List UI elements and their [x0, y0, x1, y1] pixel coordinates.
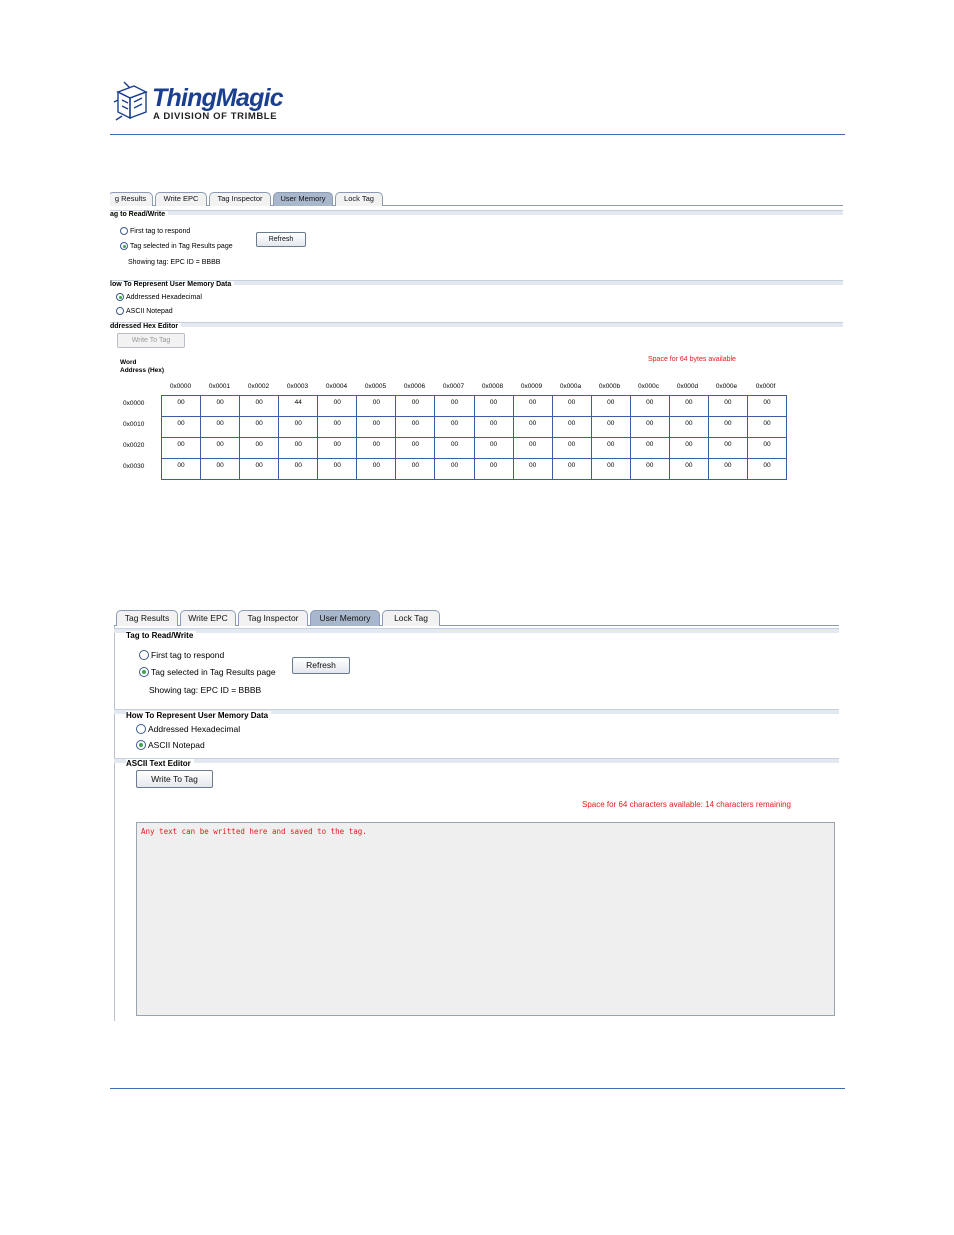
column-header: 0x000e — [715, 383, 738, 390]
hex-cell[interactable]: 00 — [708, 438, 747, 459]
column-header: 0x0004 — [325, 383, 348, 390]
radio-first-tag[interactable] — [120, 227, 190, 235]
tab-write-epc[interactable]: Write EPC — [155, 192, 207, 206]
hex-cell[interactable]: 00 — [318, 396, 357, 417]
hex-cell[interactable]: 00 — [552, 396, 591, 417]
column-header: 0x0003 — [286, 383, 309, 390]
table-row — [162, 417, 787, 438]
radio-ascii-label: ASCII Notepad — [148, 740, 205, 750]
hex-cell[interactable]: 00 — [435, 417, 474, 438]
column-header: 0x000b — [598, 383, 621, 390]
radio-selected-tag[interactable] — [139, 667, 276, 677]
hex-cell[interactable]: 00 — [162, 459, 201, 480]
hex-cell[interactable]: 00 — [396, 396, 435, 417]
column-header: 0x0007 — [442, 383, 465, 390]
user-memory-ascii-screenshot — [114, 606, 839, 1021]
hex-cell[interactable]: 00 — [669, 459, 708, 480]
hex-cell[interactable]: 00 — [513, 438, 552, 459]
table-row — [162, 438, 787, 459]
hex-cell[interactable]: 00 — [591, 438, 630, 459]
user-memory-hex-screenshot — [110, 188, 843, 483]
hex-cell[interactable]: 00 — [396, 417, 435, 438]
tab-tag-results[interactable]: g Results — [110, 192, 153, 206]
tab-bar — [114, 606, 839, 626]
radio-first-tag[interactable] — [139, 650, 224, 660]
radio-off-icon — [139, 650, 149, 660]
cube-logo-icon — [110, 78, 152, 128]
hex-cell[interactable]: 00 — [474, 438, 513, 459]
hex-cell[interactable]: 44 — [279, 396, 318, 417]
row-address-label: 0x0000 — [123, 400, 145, 407]
hex-cell[interactable]: 00 — [747, 417, 786, 438]
group-divider — [110, 210, 843, 215]
write-to-tag-button[interactable]: Write To Tag — [136, 770, 213, 788]
hex-cell[interactable]: 00 — [513, 417, 552, 438]
refresh-button[interactable]: Refresh — [292, 657, 350, 674]
radio-first-tag-label: First tag to respond — [130, 227, 191, 235]
hex-cell[interactable]: 00 — [162, 438, 201, 459]
address-hex-label: Address (Hex) — [120, 367, 165, 374]
tag-group-title: ag to Read/Write — [110, 211, 168, 218]
radio-ascii[interactable] — [136, 740, 205, 750]
group-divider — [110, 322, 843, 327]
editor-group-title: ddressed Hex Editor — [110, 323, 181, 330]
hex-cell[interactable]: 00 — [708, 459, 747, 480]
hex-cell[interactable]: 00 — [630, 438, 669, 459]
radio-first-tag-label: First tag to respond — [151, 650, 225, 660]
showing-tag-text: Showing tag: EPC ID = BBBB — [128, 259, 221, 266]
hex-cell[interactable]: 00 — [552, 438, 591, 459]
editor-group-title: ASCII Text Editor — [126, 759, 194, 768]
refresh-button[interactable]: Refresh — [256, 232, 306, 247]
hex-cell[interactable]: 00 — [474, 459, 513, 480]
radio-selected-tag-label: Tag selected in Tag Results page — [151, 667, 276, 677]
hex-cell[interactable]: 00 — [240, 438, 279, 459]
hex-cell[interactable]: 00 — [552, 459, 591, 480]
logo-title: ThingMagic — [152, 84, 283, 112]
radio-selected-tag[interactable] — [120, 242, 233, 250]
hex-grid — [161, 395, 787, 480]
radio-on-icon — [120, 242, 128, 250]
hex-cell[interactable]: 00 — [513, 459, 552, 480]
ascii-text-area[interactable]: Any text can be writted here and saved to the tag. — [136, 822, 835, 1016]
hex-cell[interactable]: 00 — [513, 396, 552, 417]
hex-cell[interactable]: 00 — [357, 417, 396, 438]
radio-ascii[interactable] — [116, 307, 173, 315]
tab-tag-inspector[interactable]: Tag Inspector — [238, 610, 308, 626]
repr-group-title: low To Represent User Memory Data — [110, 281, 234, 288]
tab-tag-inspector[interactable]: Tag Inspector — [209, 192, 271, 206]
word-label: Word — [120, 359, 137, 366]
column-header: 0x000c — [638, 383, 659, 390]
hex-cell[interactable]: 00 — [474, 417, 513, 438]
space-available-text: Space for 64 bytes available — [648, 356, 736, 363]
hex-cell[interactable]: 00 — [201, 459, 240, 480]
hex-cell[interactable]: 00 — [552, 417, 591, 438]
group-divider — [114, 628, 839, 633]
group-divider — [114, 758, 839, 763]
hex-cell[interactable]: 00 — [279, 459, 318, 480]
hex-cell[interactable]: 00 — [630, 396, 669, 417]
hex-cell[interactable]: 00 — [669, 438, 708, 459]
hex-cell[interactable]: 00 — [357, 396, 396, 417]
hex-cell[interactable]: 00 — [318, 438, 357, 459]
column-header: 0x000d — [676, 383, 699, 390]
radio-hex-label: Addressed Hexadecimal — [126, 293, 202, 301]
column-header: 0x0009 — [520, 383, 543, 390]
hex-cell[interactable]: 00 — [747, 396, 786, 417]
header-rule — [110, 134, 845, 135]
radio-selected-tag-label: Tag selected in Tag Results page — [130, 242, 233, 250]
tab-lock-tag[interactable]: Lock Tag — [335, 192, 383, 206]
tag-group-title: Tag to Read/Write — [126, 631, 196, 640]
hex-cell[interactable]: 00 — [162, 396, 201, 417]
radio-hex[interactable] — [136, 724, 240, 734]
showing-tag-text: Showing tag: EPC ID = BBBB — [149, 685, 262, 695]
hex-cell[interactable]: 00 — [435, 459, 474, 480]
tab-write-epc[interactable]: Write EPC — [180, 610, 236, 626]
radio-on-icon — [116, 293, 124, 301]
hex-cell[interactable]: 00 — [279, 438, 318, 459]
hex-cell[interactable]: 00 — [747, 438, 786, 459]
hex-cell[interactable]: 00 — [396, 459, 435, 480]
column-header: 0x0001 — [208, 383, 231, 390]
radio-on-icon — [139, 667, 149, 677]
hex-cell[interactable]: 00 — [591, 459, 630, 480]
thingmagic-logo — [110, 78, 310, 130]
write-to-tag-button[interactable]: Write To Tag — [117, 333, 185, 348]
row-address-label: 0x0010 — [123, 421, 145, 428]
hex-cell[interactable]: 00 — [708, 417, 747, 438]
tab-bar — [110, 188, 843, 206]
hex-cell[interactable]: 00 — [357, 459, 396, 480]
hex-cell[interactable]: 00 — [435, 438, 474, 459]
footer-rule — [110, 1088, 845, 1089]
logo-subtitle: A DIVISION OF TRIMBLE — [153, 111, 278, 122]
table-row — [162, 459, 787, 480]
column-header: 0x0002 — [247, 383, 270, 390]
radio-on-icon — [136, 740, 146, 750]
hex-cell[interactable]: 00 — [318, 459, 357, 480]
hex-cell[interactable]: 00 — [747, 459, 786, 480]
tab-user-memory[interactable]: User Memory — [273, 192, 333, 206]
hex-cell[interactable]: 00 — [669, 417, 708, 438]
panel-left-border — [114, 626, 115, 1021]
tab-lock-tag[interactable]: Lock Tag — [382, 610, 440, 626]
row-address-label: 0x0020 — [123, 442, 145, 449]
column-header: 0x0000 — [169, 383, 192, 390]
hex-cell[interactable]: 00 — [201, 438, 240, 459]
repr-group-title: How To Represent User Memory Data — [126, 711, 271, 720]
hex-cell[interactable]: 00 — [435, 396, 474, 417]
hex-cell[interactable]: 00 — [669, 396, 708, 417]
radio-off-icon — [116, 307, 124, 315]
tab-user-memory[interactable]: User Memory — [310, 610, 380, 626]
radio-hex[interactable] — [116, 293, 202, 301]
column-header: 0x0005 — [364, 383, 387, 390]
hex-cell[interactable]: 00 — [708, 396, 747, 417]
column-header: 0x000f — [755, 383, 776, 390]
radio-ascii-label: ASCII Notepad — [126, 307, 173, 315]
hex-cell[interactable]: 00 — [318, 417, 357, 438]
hex-cell[interactable]: 00 — [201, 417, 240, 438]
hex-cell[interactable]: 00 — [474, 396, 513, 417]
hex-cell[interactable]: 00 — [279, 417, 318, 438]
column-header: 0x000a — [559, 383, 582, 390]
hex-cell[interactable]: 00 — [591, 417, 630, 438]
space-remaining-text: Space for 64 characters available: 14 characters remaining — [582, 800, 791, 809]
radio-hex-label: Addressed Hexadecimal — [148, 724, 241, 734]
radio-off-icon — [136, 724, 146, 734]
hex-cell[interactable]: 00 — [240, 459, 279, 480]
hex-cell[interactable]: 00 — [630, 417, 669, 438]
hex-cell[interactable]: 00 — [396, 438, 435, 459]
tab-tag-results[interactable]: Tag Results — [116, 610, 178, 626]
column-header: 0x0006 — [403, 383, 426, 390]
hex-cell[interactable]: 00 — [591, 396, 630, 417]
hex-cell[interactable]: 00 — [201, 396, 240, 417]
hex-cell[interactable]: 00 — [162, 417, 201, 438]
hex-cell[interactable]: 00 — [630, 459, 669, 480]
radio-off-icon — [120, 227, 128, 235]
hex-cell[interactable]: 00 — [240, 396, 279, 417]
row-address-label: 0x0030 — [123, 463, 145, 470]
column-header: 0x0008 — [481, 383, 504, 390]
hex-cell[interactable]: 00 — [240, 417, 279, 438]
table-row — [162, 396, 787, 417]
hex-cell[interactable]: 00 — [357, 438, 396, 459]
